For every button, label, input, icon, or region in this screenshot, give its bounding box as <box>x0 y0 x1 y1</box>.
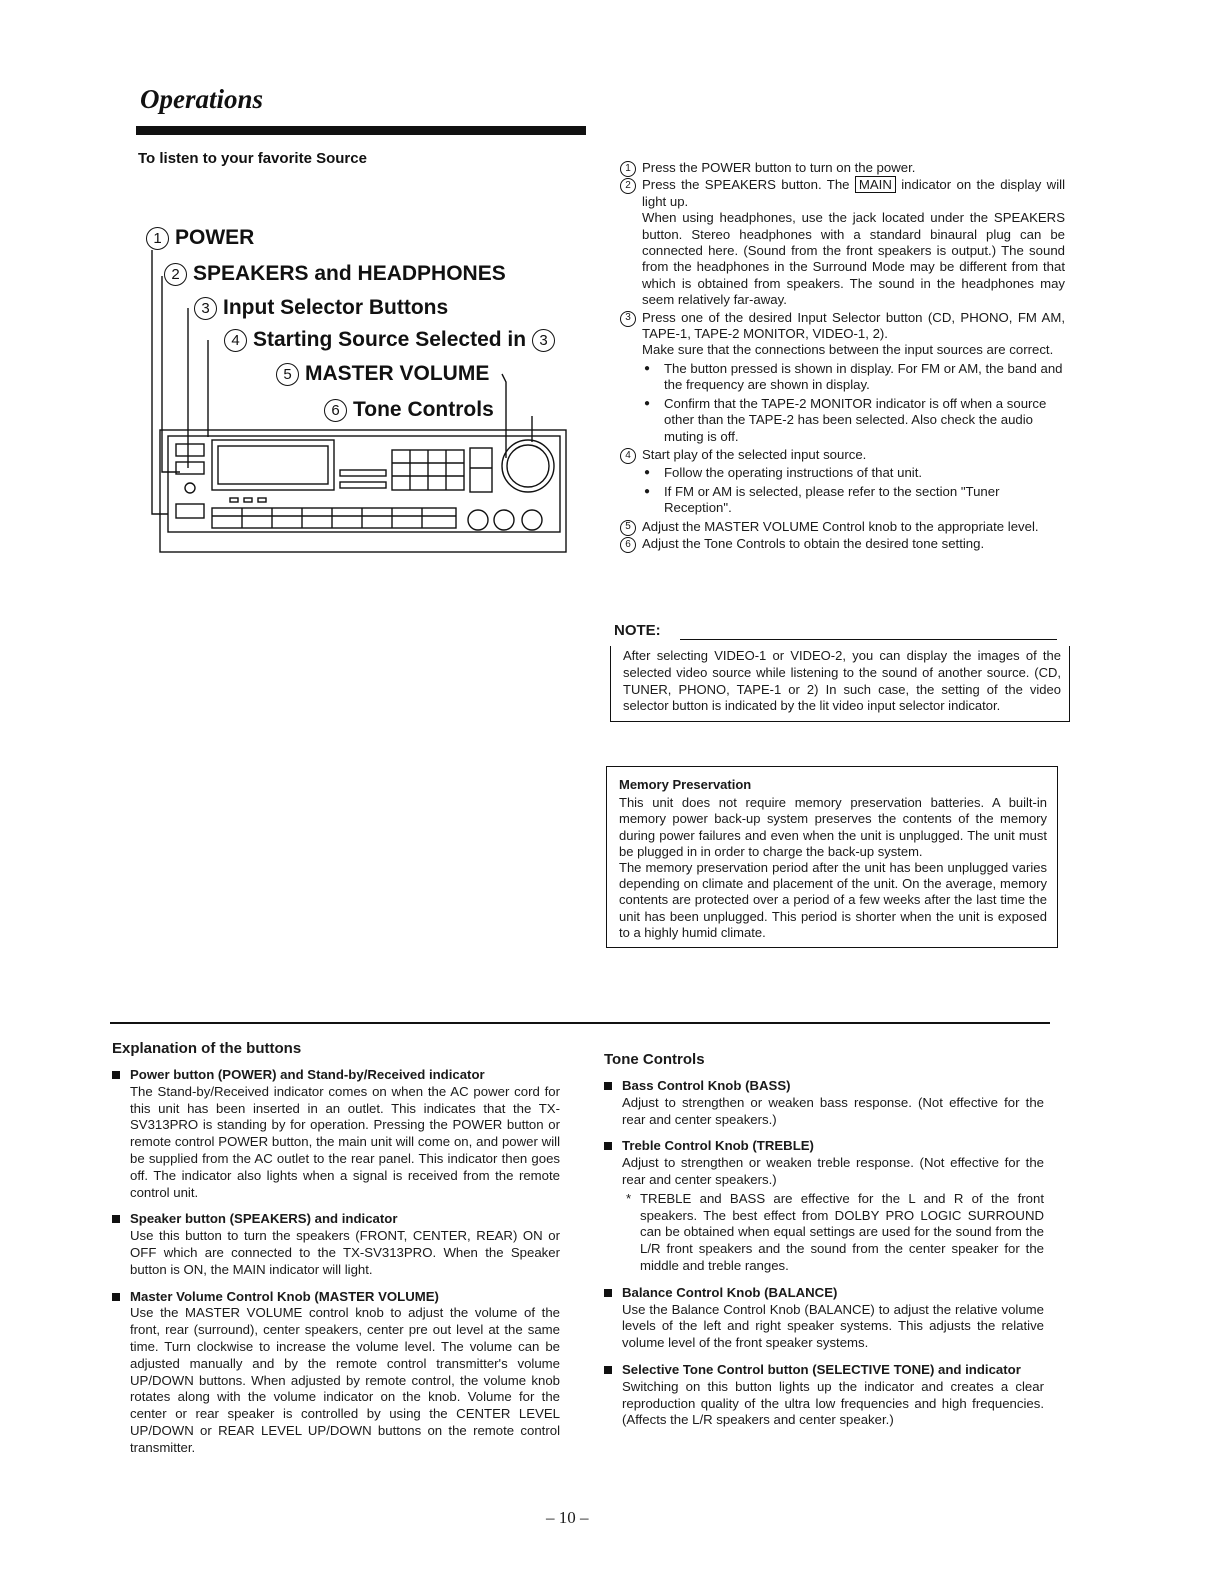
step-3: 3 Press one of the desired Input Selector button (CD, PHONO, FM AM, TAPE-1, TAPE-2 MONITOR, VIDEO-1, 2). Make sure that the connections between the input sources are correct. <box>620 310 1065 359</box>
explanation-section <box>112 1040 560 1457</box>
step-1: 1 Press the POWER button to turn on the power. <box>620 160 1065 176</box>
tone-item-bass: Bass Control Knob (BASS) Adjust to strengthen or weaken bass response. (Not effective for the rear and center speakers.) <box>604 1078 1044 1128</box>
receiver-diagram <box>140 212 600 572</box>
step-5: 5 Adjust the MASTER VOLUME Control knob to the appropriate level. <box>620 519 1065 535</box>
memory-paragraph: This unit does not require memory preservation batteries. A built-in memory power back-up system preserves the contents of the memory during power failures and even when the unit is unplugged. The unit must be plugged in in order to charge the back-up system. <box>619 795 1047 859</box>
section-divider <box>110 1022 1050 1024</box>
explanation-item-master-volume: Master Volume Control Knob (MASTER VOLUME) Use the MASTER VOLUME control knob to adjust the volume of the front, rear (surround), center speakers, center pre out level at the same time. Turn clockwise to increase the volume level. The volume can be adjusted manually and by the remote control transmitter's volume UP/DOWN buttons. When adjusted by remote control, the volume knob rotates along with the volume indicator on the knob. Volume for the center or rear speaker is controlled by using the CENTER LEVEL UP/DOWN or REAR LEVEL UP/DOWN buttons on the remote control transmitter. <box>112 1289 560 1457</box>
step-4: 4 Start play of the selected input source. <box>620 447 1065 463</box>
tone-item-treble: Treble Control Knob (TREBLE) Adjust to strengthen or weaken treble response. (Not effective for the rear and center speakers.) * TREBLE and BASS are effective for the L and R of the front speakers. The best effect from DOLBY PRO LOGIC SURROUND can be obtained when equal settings are used for the sound from the L/R front speakers and the sound from the center speaker for the middle and treble ranges. <box>604 1138 1044 1274</box>
treble-footnote: * TREBLE and BASS are effective for the L and R of the front speakers. The best effect from DOLBY PRO LOGIC SURROUND can be obtained when equal settings are used for the sound from the L/R front speakers and the sound from the center speaker for the middle and treble ranges. <box>622 1191 1044 1275</box>
step-4-bullet: ● Follow the operating instructions of that unit. <box>620 465 1065 481</box>
note-title: NOTE: <box>614 622 661 639</box>
tone-item-selective-tone: Selective Tone Control button (SELECTIVE TONE) and indicator Switching on this button lights up the indicator and creates a clear reproduction quality of the ultra low frequencies and high frequencies. (Affects the L/R speakers and center speaker.) <box>604 1362 1044 1429</box>
operation-steps <box>620 160 1065 553</box>
label-speakers-headphones: 2 SPEAKERS and HEADPHONES <box>164 262 506 286</box>
label-power: 1 POWER <box>146 226 254 250</box>
explanation-item-power: Power button (POWER) and Stand-by/Received indicator The Stand-by/Received indicator comes on when the AC power cord for this unit has been inserted in an outlet. This indicates that the TX-SV313PRO is standing by for operation. Pressing the POWER button or remote control POWER button, the main unit will come on, and power will be supplied from the AC outlet to the rear panel. This indicator then goes off. The indicator also lights when a signal is received from the remote control unit. <box>112 1067 560 1201</box>
note-rule <box>680 639 1057 640</box>
step-3-bullet: ● The button pressed is shown in display. For FM or AM, the band and the frequency are shown in display. <box>620 361 1065 394</box>
memory-paragraph: The memory preservation period after the unit has been unplugged varies depending on climate and placement of the unit. On the average, memory contents are protected over a period of a few weeks after the last time the unit has been unplugged. This period is shorter when the unit is exposed to a highly humid climate. <box>619 860 1047 940</box>
label-tone-controls: 6 Tone Controls <box>324 398 494 422</box>
note-box: After selecting VIDEO-1 or VIDEO-2, you can display the images of the selected video source while listening to the sound of another source. (CD, TUNER, PHONO, TAPE-1 or 2) In such case, the setting of the video selector button is indicated by the lit video input selector indicator. <box>610 646 1070 722</box>
step-2: 2 Press the SPEAKERS button. The MAIN indicator on the display will light up. When using headphones, use the jack located under the SPEAKERS button. Stereo headphones with a standard binaural plug can be connected here. (Sound from the front speakers is output.) The sound from the headphones in the Surround Mode may be different from that which is obtained from speakers. The sound in the headphones may seem relatively far-away. <box>620 177 1065 308</box>
step-3-bullet: ● Confirm that the TAPE-2 MONITOR indicator is off when a source other than the TAPE-2 has been selected. Also check the audio muting is off. <box>620 396 1065 445</box>
memory-preservation-box <box>606 766 1058 948</box>
tone-title: Tone Controls <box>604 1051 705 1068</box>
label-master-volume: 5 MASTER VOLUME <box>276 362 489 386</box>
title-rule <box>136 126 586 135</box>
tone-item-balance: Balance Control Knob (BALANCE) Use the Balance Control Knob (BALANCE) to adjust the relative volume levels of the left and right speaker systems. This adjusts the relative volume level of the front speaker systems. <box>604 1285 1044 1352</box>
label-starting-source: 4 Starting Source Selected in 3 <box>224 328 561 352</box>
page-number: – 10 – <box>546 1508 589 1527</box>
main-indicator-label: MAIN <box>855 176 896 193</box>
step-6: 6 Adjust the Tone Controls to obtain the desired tone setting. <box>620 536 1065 552</box>
explanation-item-speakers: Speaker button (SPEAKERS) and indicator Use this button to turn the speakers (FRONT, CENTER, REAR) ON or OFF which are connected to the TX-SV313PRO. When the Speaker button is ON, the MAIN indicator will light. <box>112 1211 560 1278</box>
label-input-selector: 3 Input Selector Buttons <box>194 296 448 320</box>
memory-title: Memory Preservation <box>619 777 752 792</box>
explanation-title: Explanation of the buttons <box>112 1040 302 1057</box>
page-title: Operations <box>140 84 264 114</box>
section-subtitle: To listen to your favorite Source <box>138 150 367 167</box>
tone-controls-section <box>604 1051 1044 1429</box>
step-4-bullet: ● If FM or AM is selected, please refer to the section "Tuner Reception". <box>620 484 1065 517</box>
